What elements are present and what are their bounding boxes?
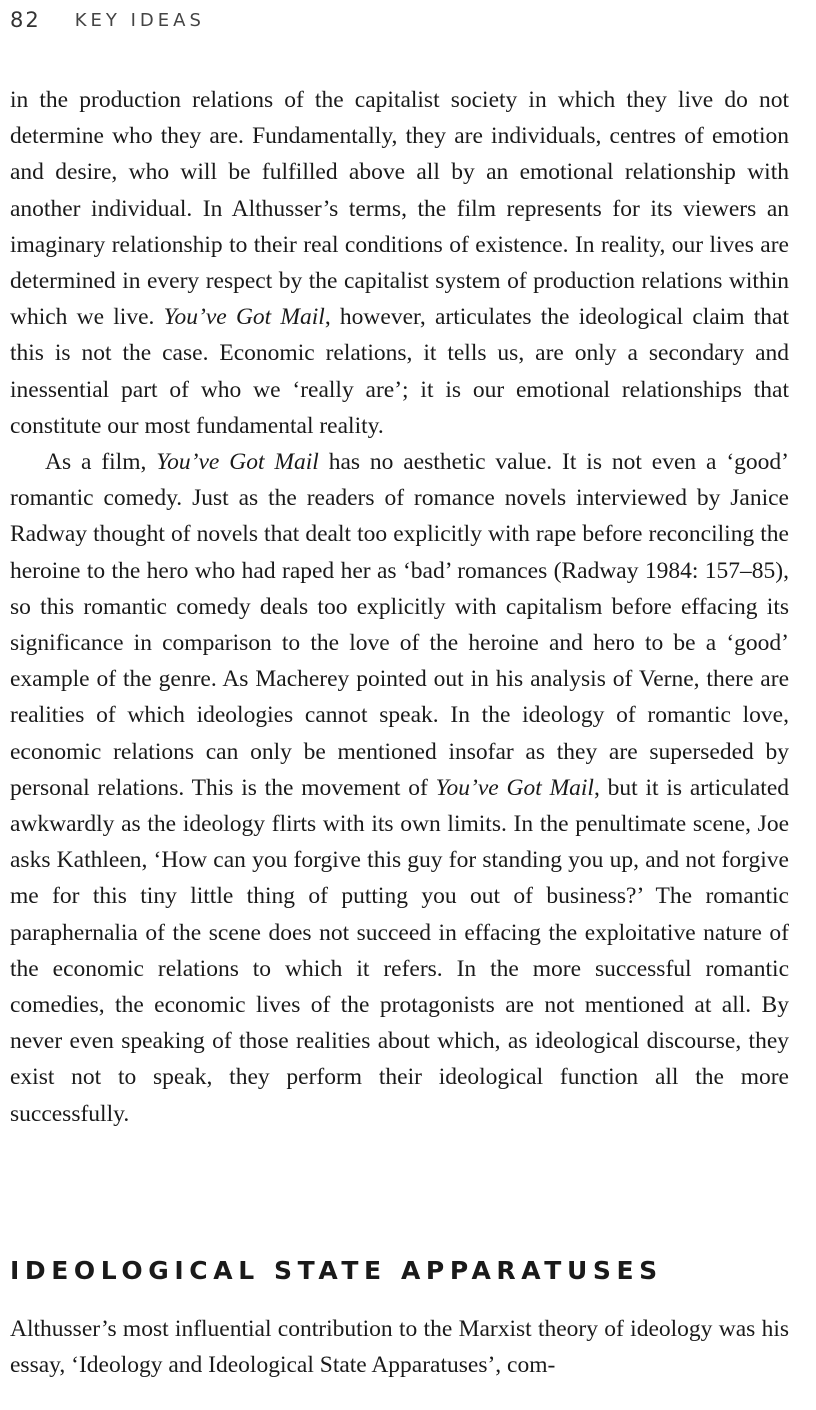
paragraph-2-text-1: As a film, — [45, 449, 157, 476]
paragraph-2-text-3: , but it is articulated awkwardly as the ideology flirts with its own limits. In the penultimate scene, Joe asks Kathleen, ‘How can you forgive this guy for standing you up, and not forgive me for this tiny little thing of putting you out of business?’ The romantic paraphernalia of the scene does not succeed in effacing the exploitative nature of the economic relations to which it refers. In the more successful romantic comedies, the economic lives of the protagonists are not mentioned at all. By never even speaking of those realities about which, as ideological discourse, they exist not to speak, they perform their ideological function all the more successfully. — [10, 774, 789, 1127]
section-body-text — [10, 1311, 789, 1383]
film-title: You’ve Got Mail — [156, 449, 319, 476]
paragraph-1-text: in the production relations of the capitalist society in which they live do not determine who they are. Fundamentally, they are individuals, centres of emotion and desire, who will be fulfilled above all by an emotional relationship with another individual. In Althusser’s terms, the film represents for its viewers an imaginary relationship to their real conditions of existence. In reality, our lives are determined in every respect by the capitalist system of production relations within which we live. — [10, 87, 789, 331]
paragraph-1 — [10, 82, 789, 444]
film-title: You’ve Got Mail — [163, 304, 325, 331]
section-paragraph-1: Althusser’s most influential contribution to the Marxist theory of ideology was his essay, ‘Ideology and Ideological State Apparatuses’, com- — [10, 1316, 789, 1379]
paragraph-2 — [10, 444, 789, 1132]
running-head — [10, 8, 205, 34]
film-title: You’ve Got Mail — [435, 774, 594, 801]
section-heading: IDEOLOGICAL STATE APPARATUSES — [10, 1256, 663, 1285]
body-text-block — [10, 82, 789, 1132]
running-title: KEY IDEAS — [74, 9, 205, 31]
paragraph-2-text-2: has no aesthetic value. It is not even a ‘good’ romantic comedy. Just as the readers of romance novels interviewed by Janice Radway thought of novels that dealt too explicitly with rape before reconciling the heroine to the hero who had raped her as ‘bad’ romances (Radway 1984: 157–85), so this romantic comedy deals too explicitly with capitalism before effacing its significance in comparison to the love of the heroine and hero to be a ‘good’ example of the genre. As Macherey pointed out in his analysis of Verne, there are realities of which ideologies cannot speak. In the ideology of romantic love, economic relations can only be mentioned insofar as they are superseded by personal relations. This is the movement of — [10, 449, 790, 801]
paragraph-1-text-2: , however, articulates the ideological claim that this is not the case. Economic relations, it tells us, are only a secondary and inessential part of who we ‘really are’; it is our emotional relationships that constitute our most fundamental reality. — [10, 304, 789, 439]
page-number: 82 — [10, 8, 41, 32]
